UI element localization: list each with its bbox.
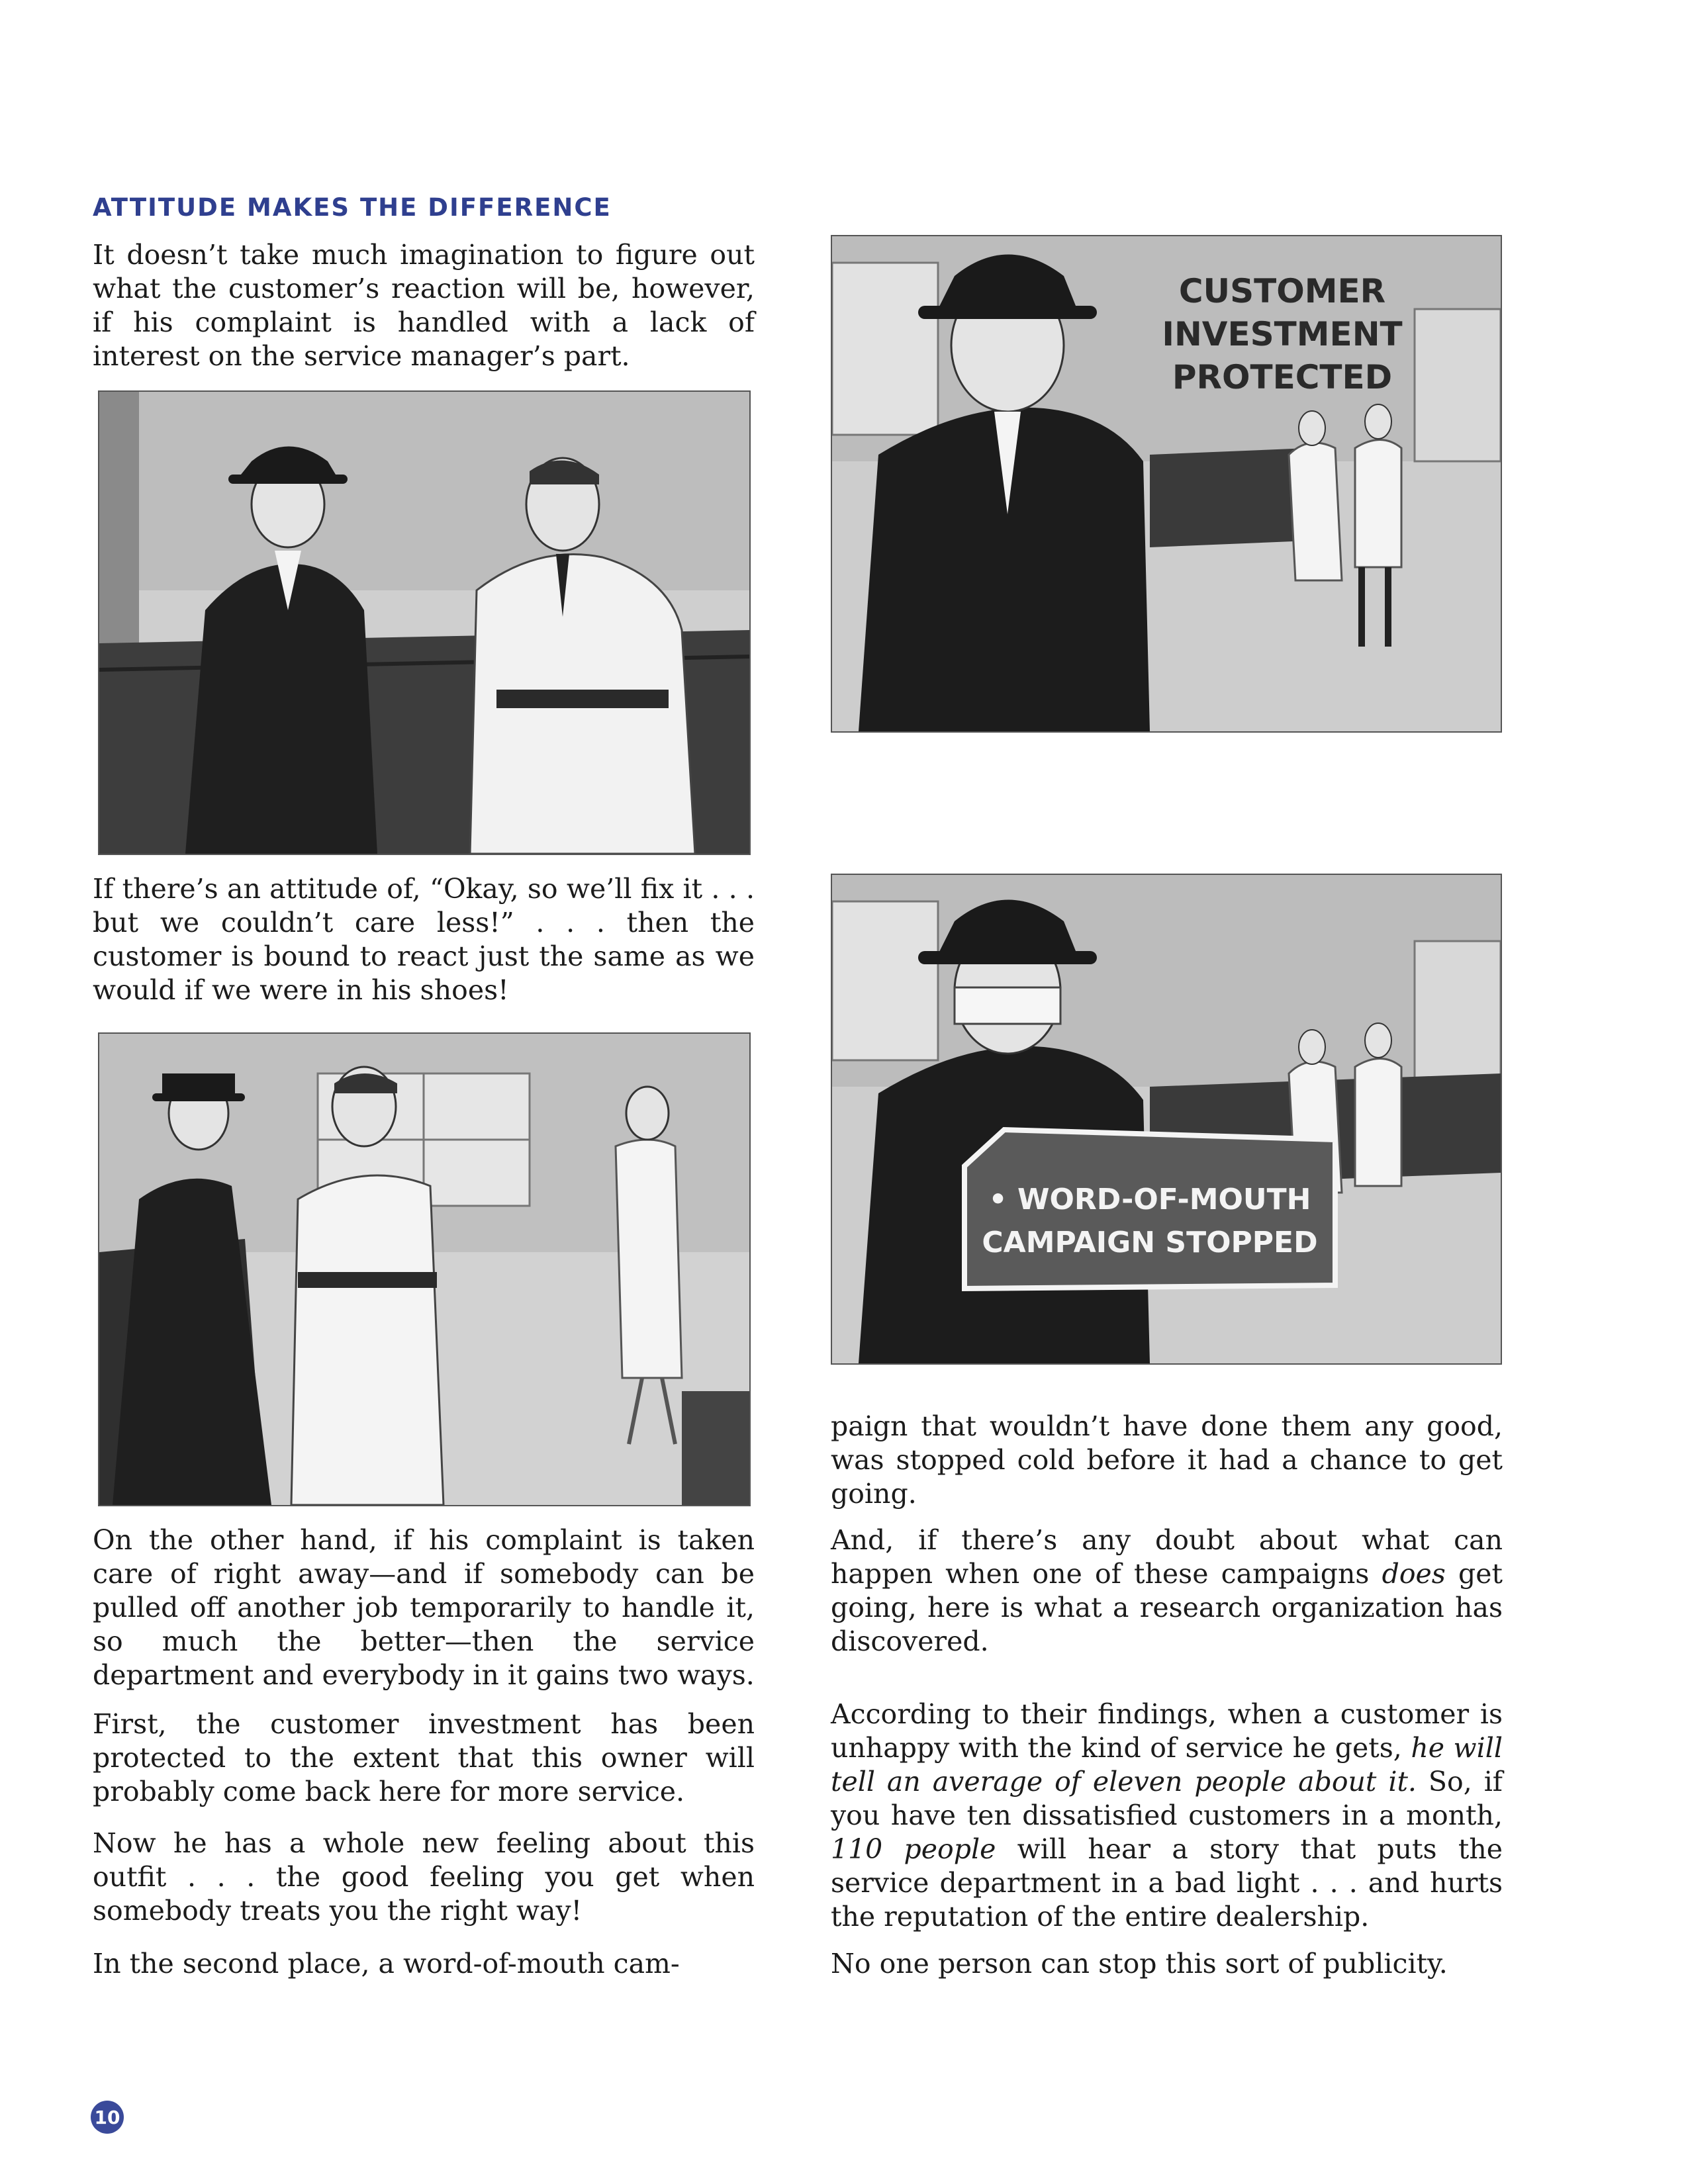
sign-line-investment: INVESTMENT — [1162, 315, 1403, 353]
paragraph-second-place: In the second place, a word-of-mouth cam- — [93, 1948, 680, 1979]
paragraph-publicity: No one person can stop this sort of publicity. — [831, 1948, 1448, 1979]
paragraph-intro: It doesn’t take much imagination to figure out what the customer’s reaction will be, however, if his complaint is handled with a lack of interest on the service manager’s part. — [93, 239, 755, 372]
paragraph-findings: According to their findings, when a customer is unhappy with the kind of service he gets, he will tell an average of eleven people about it. So, if you have ten dissatisfied customers in a month, 110 people will hear a story that puts the service department in a bad light . . . and hurts the reputation of the entire dealership. — [831, 1698, 1503, 1933]
sign-line-campaign-stopped: CAMPAIGN STOPPED — [982, 1226, 1318, 1259]
page-number-badge: 10 — [91, 2101, 124, 2134]
sign-line-word-of-mouth: • WORD-OF-MOUTH — [988, 1183, 1311, 1216]
paragraph-first: First, the customer investment has been protected to the extent that this owner will probably come back here for more service. — [93, 1708, 755, 1807]
sign-line-protected: PROTECTED — [1172, 358, 1393, 396]
illustration-indifferent-manager — [98, 390, 751, 855]
paragraph-attitude: If there’s an attitude of, “Okay, so we’ll fix it . . . but we couldn’t care less!” . . . then the customer is bound to react just the same as we would if we were in his shoes! — [93, 873, 755, 1006]
paragraph-research: And, if there’s any doubt about what can happen when one of these campaigns does get going, here is what a research organization has discovered. — [831, 1524, 1503, 1657]
section-heading: ATTITUDE MAKES THE DIFFERENCE — [93, 193, 612, 222]
paragraph-campaign-stopped: paign that wouldn’t have done them any good, was stopped cold before it had a chance to get going. — [831, 1410, 1503, 1510]
paragraph-other-hand: On the other hand, if his complaint is taken care of right away—and if somebody can be pulled off another job temporarily to handle it, so much the better—then the service department and everybody in it gains two ways. — [93, 1524, 755, 1691]
paragraph-new-feeling: Now he has a whole new feeling about this outfit . . . the good feeling you get when somebody treats you the right way! — [93, 1827, 755, 1927]
illustration-prompt-service — [98, 1032, 751, 1506]
sign-line-customer: CUSTOMER — [1178, 272, 1386, 310]
illustration-word-of-mouth-stopped — [831, 874, 1502, 1365]
illustration-customer-investment-protected — [831, 235, 1502, 733]
